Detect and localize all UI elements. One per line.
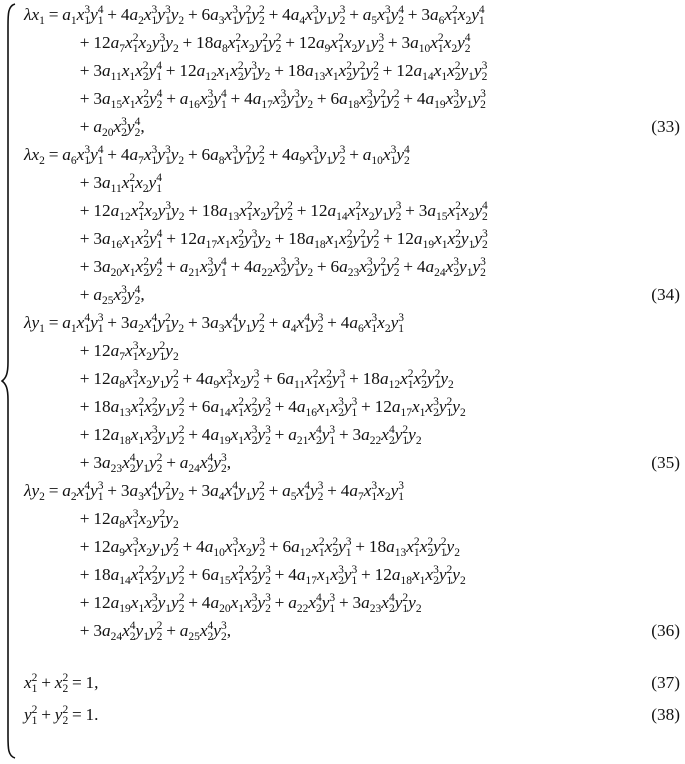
- equation-line: [24, 310, 680, 336]
- equation-text: + $12a_{12}x$ 2 1 $x_2y$ 3 1 $y_2 + 18a_{13}x$ 2 1 $x_2y$ 2 1 y 2 2 + $12a_{14}x$ 2 1 $x_2y_1y$ 3 2 + $3a_{15}x$ 2 1 $x_2y$ 4 2: [79, 200, 488, 224]
- equation-line: [76, 618, 680, 644]
- equation-number: (37): [651, 673, 680, 692]
- equation-line: [76, 58, 680, 84]
- equation-line: [76, 590, 680, 616]
- equation-text: + $12a_{19}x_1x$ 3 2 $y_1y$ 2 2 + $4a_{20}x_1x$ 3 2 y 3 2 + $a_{22}x$ 4 2 y 3 1 + $3a_{23}x$ 4 2 y 2 1 $y_2$: [79, 592, 422, 616]
- equation-text: + $12a_{18}x_1x$ 3 2 $y_1y$ 2 2 + $4a_{19}x_1x$ 3 2 y 3 2 + $a_{21}x$ 4 2 y 3 1 + $3a_{22}x$ 4 2 y 2 1 $y_2$: [79, 424, 422, 448]
- equation-text: + $a_{20}x$ 3 2 y 4 2 ,: [79, 116, 145, 140]
- equation-text: + $12a_9x$ 3 1 $x_2y_1y$ 2 2 + $4a_{10}x$ 3 1 $x_2y$ 3 2 + $6a_{12}x$ 2 1 x 2 2 y 3 1 + $18a_{13}x$ 2 1 x 2 2 y 2 1 $y_2$: [79, 536, 460, 560]
- equation-number: (35): [651, 453, 680, 472]
- equation-text: $\lambda y_1 = a_1x$ 4 1 y 3 1 + $3a_2x$ 4 1 y 2 1 $y_2 + 3a_3x$ 4 1 $y_1y$ 2 2 + $a_4x$ 4 1 y 3 2 + $4a_6x$ 3 1 $x_2y$ 3 1: [24, 312, 404, 336]
- equation-number: (34): [651, 285, 680, 304]
- equation-text: + $12a_8x$ 3 1 $x_2y$ 2 1 $y_2$: [79, 508, 179, 532]
- equation-text: + $3a_{16}x_1x$ 2 2 y 4 1 + $12a_{17}x_1x$ 2 2 y 3 1 $y_2 + 18a_{18}x_1x$ 2 2 y 2 1 y 2 2 + $12a_{19}x_1x$ 2 2 $y_1y$ 3 2: [79, 228, 488, 252]
- equation-text: $\lambda x_2 = a_6x$ 3 1 y 4 1 + $4a_7x$ 3 1 y 3 1 $y_2 + 6a_8x$ 3 1 y 2 1 y 2 2 + $4a_9x$ 3 1 $y_1y$ 3 2 + $a_{10}x$ 3 1 y 4 2: [24, 144, 410, 168]
- equation-line: [76, 562, 680, 588]
- equation-line: [76, 338, 680, 364]
- equation-line: [24, 2, 680, 28]
- equation-text: + $a_{25}x$ 3 2 y 4 2 ,: [79, 284, 145, 308]
- equation-text: + $12a_7x$ 3 1 $x_2y$ 2 1 $y_2$: [79, 340, 179, 364]
- equation-number: (38): [651, 705, 680, 724]
- equation-line: [76, 198, 680, 224]
- equation-text: + $18a_{13}x$ 2 1 x 2 2 $y_1y$ 2 2 + $6a_{14}x$ 2 1 x 2 2 y 3 2 + $4a_{16}x_1x$ 3 2 y 3 1 + $12a_{17}x_1x$ 3 2 y 2 1 $y_2$: [79, 396, 466, 420]
- equation-line: [24, 478, 680, 504]
- equation-text: + $12a_8x$ 3 1 $x_2y_1y$ 2 2 + $4a_9x$ 3 1 $x_2y$ 3 2 + $6a_{11}x$ 2 1 x 2 2 y 3 1 + $18a_{12}x$ 2 1 x 2 2 y 2 1 $y_2$: [79, 368, 454, 392]
- equation-line: [24, 702, 680, 728]
- equation-line: [24, 670, 680, 696]
- equation-text: + $12a_7x$ 2 1 $x_2y$ 3 1 $y_2 + 18a_8x$ 2 1 $x_2y$ 2 1 y 2 2 + $12a_9x$ 2 1 $x_2y_1y$ 3 2 + $3a_{10}x$ 2 1 $x_2y$ 4 2: [79, 32, 471, 56]
- equation-line: [76, 226, 680, 252]
- equation-text: + $18a_{14}x$ 2 1 x 2 2 $y_1y$ 2 2 + $6a_{15}x$ 2 1 x 2 2 y 3 2 + $4a_{17}x_1x$ 3 2 y 3 1 + $12a_{18}x_1x$ 3 2 y 2 1 $y_2$: [79, 564, 466, 588]
- equation-text: + $3a_{20}x_1x$ 2 2 y 4 2 + $a_{21}x$ 3 2 y 4 1 + $4a_{22}x$ 3 2 y 3 1 $y_2 + 6a_{23}x$ 3 2 y 2 1 y 2 2 + $4a_{24}x$ 3 2 $y_1y$ 3 2: [79, 256, 486, 280]
- equation-text: + $3a_{11}x_1x$ 2 2 y 4 1 + $12a_{12}x_1x$ 2 2 y 3 1 $y_2 + 18a_{13}x_1x$ 2 2 y 2 1 y 2 2 + $12a_{14}x_1x$ 2 2 $y_1y$ 3 2: [79, 60, 488, 84]
- equation-text: x 2 1 + x 2 2 = 1,: [24, 672, 99, 696]
- equation-line: [76, 254, 680, 280]
- equation-line: [76, 170, 680, 196]
- equation-line: [76, 86, 680, 112]
- equation-line: [76, 282, 680, 308]
- equation-line: [76, 30, 680, 56]
- equation-text: $\lambda y_2 = a_2x$ 4 1 y 3 1 + $3a_3x$ 4 1 y 2 1 $y_2 + 3a_4x$ 4 1 $y_1y$ 2 2 + $a_5x$ 4 1 y 3 2 + $4a_7x$ 3 1 $x_2y$ 3 1: [24, 480, 404, 504]
- equation-line: [76, 506, 680, 532]
- equation-line: [76, 394, 680, 420]
- equation-line: [76, 366, 680, 392]
- equation-line: [76, 450, 680, 476]
- equation-text: + $3a_{24}x$ 4 2 $y_1y$ 2 2 + $a_{25}x$ 4 2 y 3 2 ,: [79, 620, 232, 644]
- equation-line: [24, 142, 680, 168]
- equation-text: + $3a_{11}x$ 2 1 $x_2y$ 4 1: [79, 172, 162, 196]
- equation-line: [76, 114, 680, 140]
- equation-text: $\lambda x_1 = a_1x$ 3 1 y 4 1 + $4a_2x$ 3 1 y 3 1 $y_2 + 6a_3x$ 3 1 y 2 1 y 2 2 + $4a_4x$ 3 1 $y_1y$ 3 2 + $a_5x$ 3 1 y 4 2 + $3a_6x$ 2 1 $x_2y$ 4 1: [24, 4, 485, 28]
- left-brace: [1, 2, 17, 760]
- equation-text: + $3a_{15}x_1x$ 2 2 y 4 2 + $a_{16}x$ 3 2 y 4 1 + $4a_{17}x$ 3 2 y 3 1 $y_2 + 6a_{18}x$ 3 2 y 2 1 y 2 2 + $4a_{19}x$ 3 2 $y_1y$ 3 2: [79, 88, 486, 112]
- equation-line: [24, 732, 680, 758]
- equation-line: [76, 422, 680, 448]
- equation-line: [76, 534, 680, 560]
- equation-number: (33): [651, 117, 680, 136]
- equation-text: y 2 1 + y 2 2 = 1.: [24, 704, 99, 728]
- equation-number: (36): [651, 621, 680, 640]
- equation-text: + $3a_{23}x$ 4 2 $y_1y$ 2 2 + $a_{24}x$ 4 2 y 3 2 ,: [79, 452, 232, 476]
